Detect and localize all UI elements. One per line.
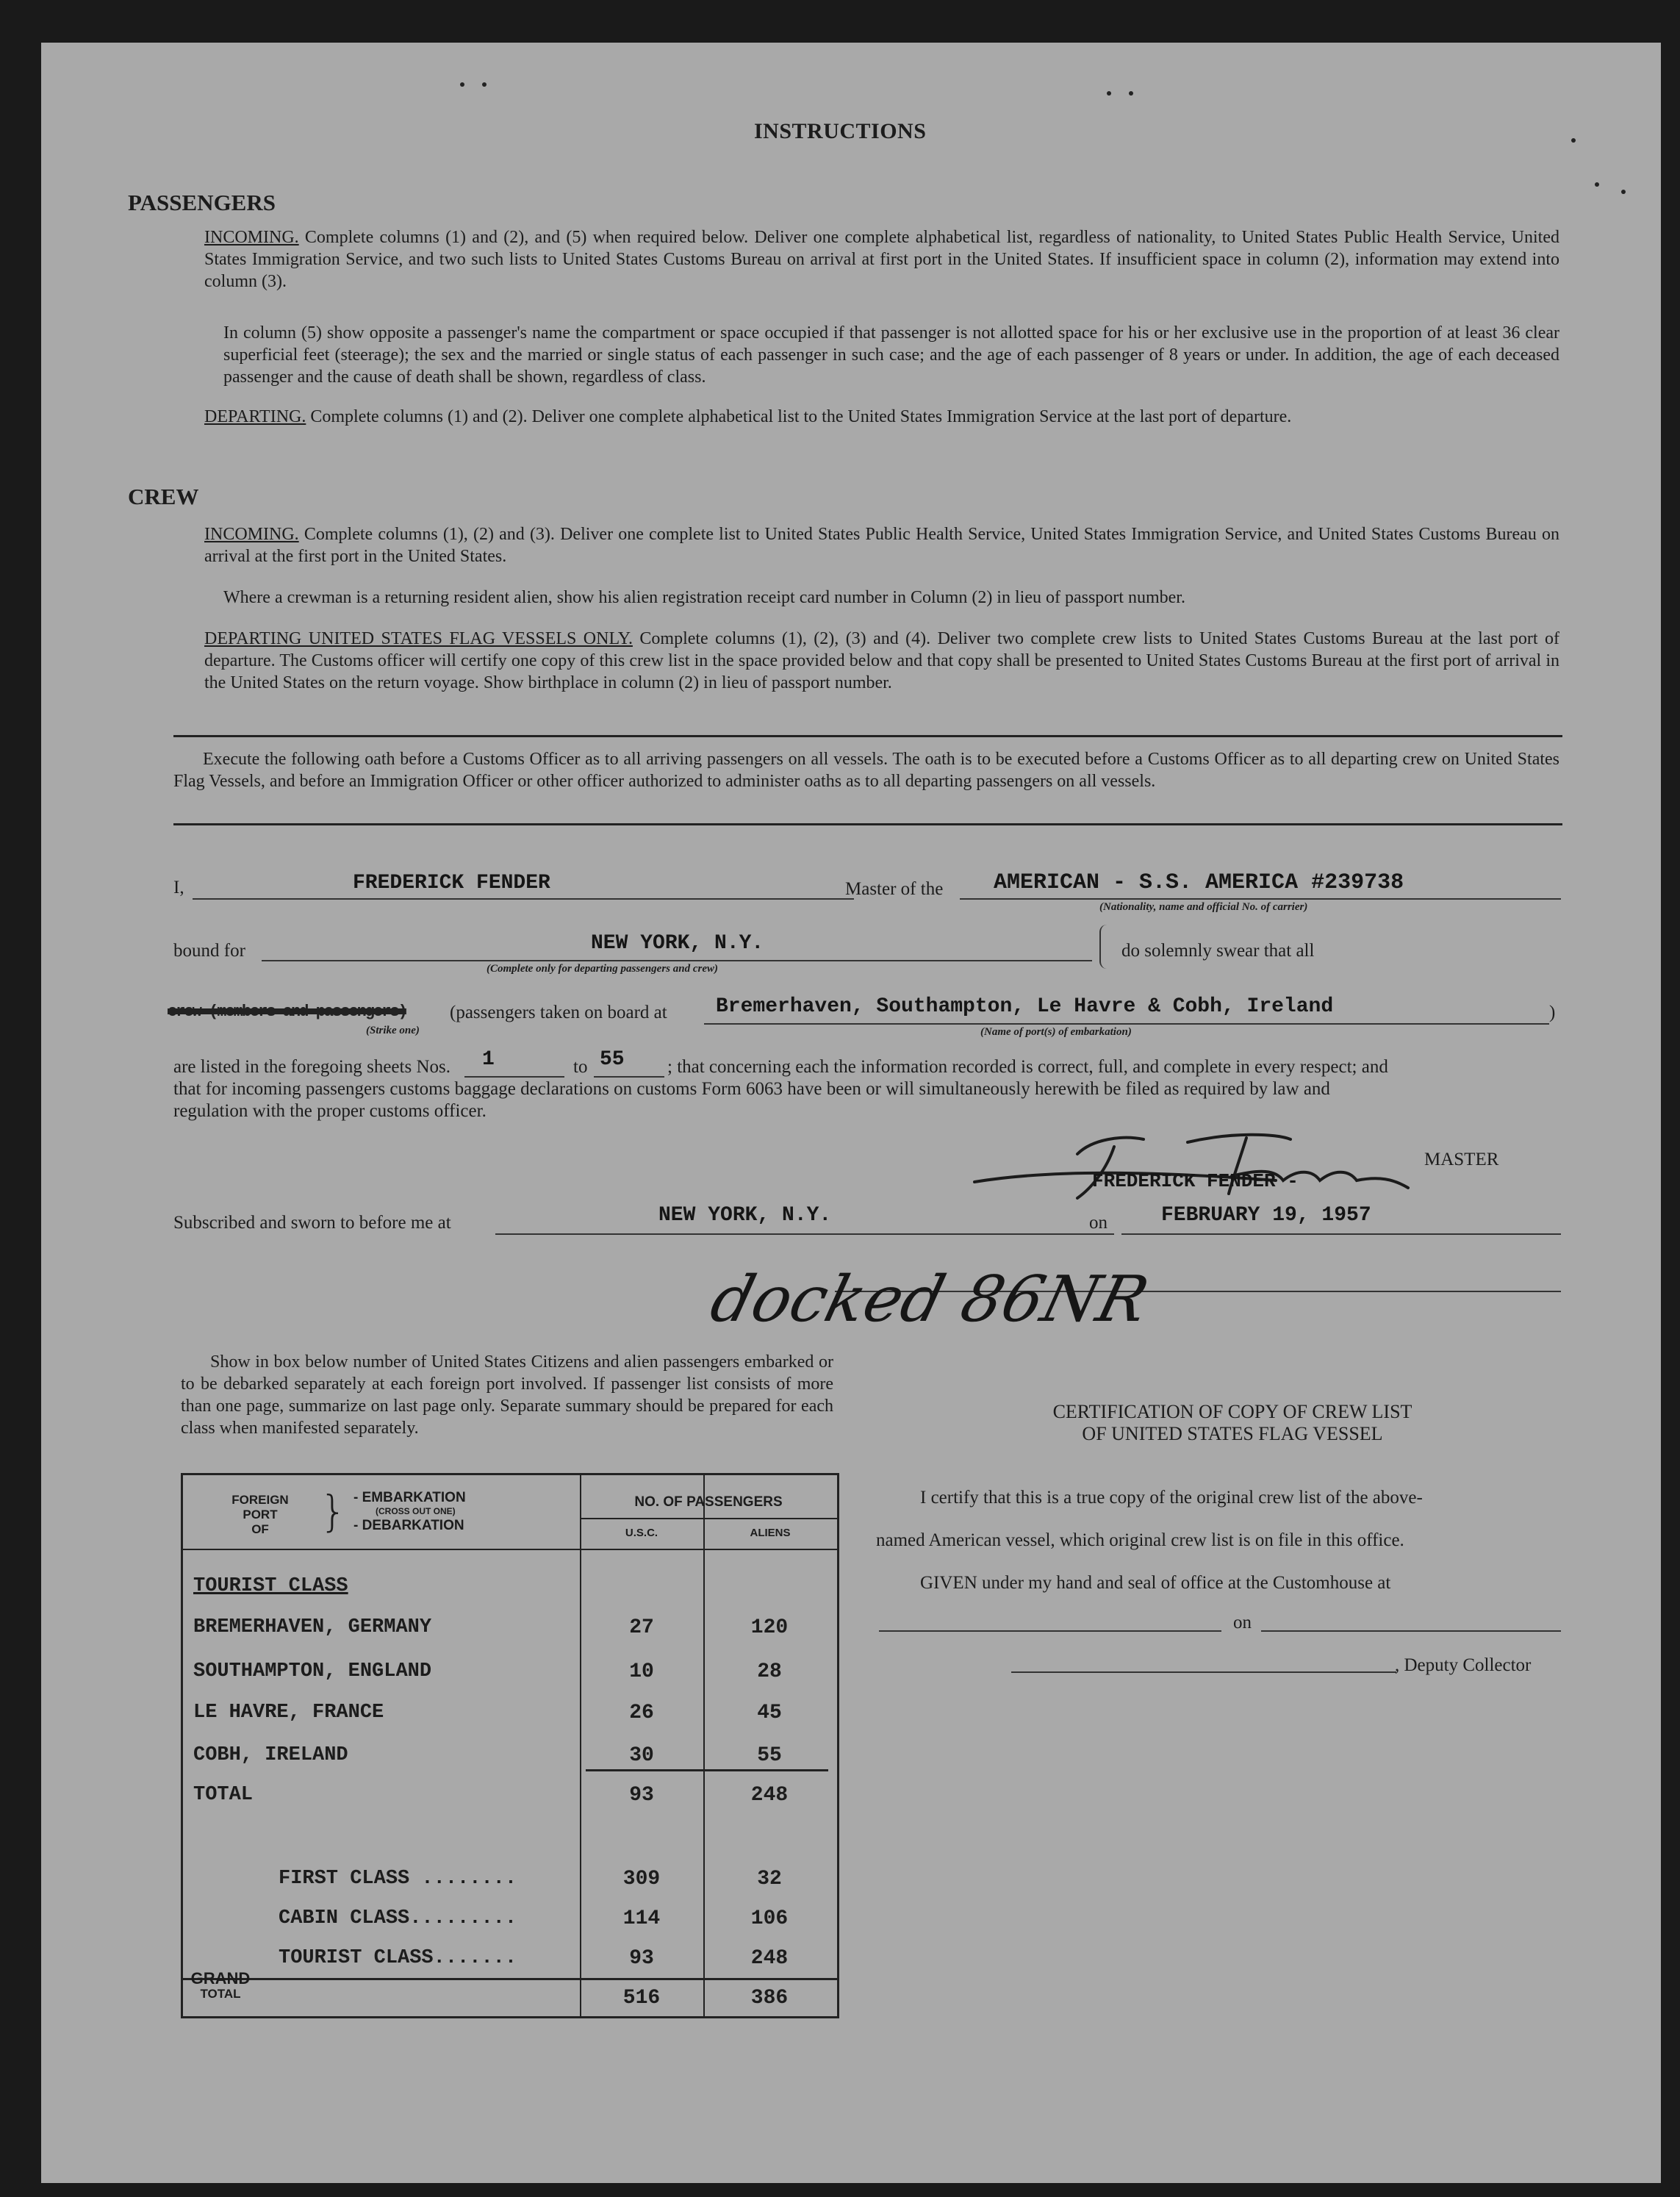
page-title: INSTRUCTIONS (754, 119, 927, 143)
speck (1129, 91, 1133, 96)
crew-resident-paragraph: Where a crewman is a returning resident alien, show his alien registration receipt card number in Column (2) in lieu of passport number. (223, 588, 1185, 607)
master-label: MASTER (1424, 1150, 1499, 1169)
class-row-name: TOURIST CLASS....... (279, 1947, 517, 1969)
document-page (41, 43, 1661, 2183)
signed-name: FREDERICK FENDER - (1092, 1170, 1299, 1192)
crew-heading: CREW (128, 484, 199, 509)
deputy-collector-label: , Deputy Collector (1395, 1655, 1532, 1675)
port-row-usc: 10 (629, 1660, 654, 1683)
class-row-name: FIRST CLASS ........ (279, 1868, 517, 1890)
embarkation-ports: Bremerhaven, Southampton, Le Havre & Cobh, Ireland (716, 995, 1334, 1018)
passengers-heading: PASSENGERS (128, 190, 276, 215)
port-word: PORT (243, 1508, 278, 1522)
crew-departing-paragraph (204, 628, 1559, 694)
total-row-aliens: 248 (750, 1784, 789, 1807)
close-paren: ) (1549, 1003, 1556, 1022)
master-name: FREDERICK FENDER (353, 872, 550, 895)
aliens-header: ALIENS (750, 1527, 791, 1539)
vessel-name: AMERICAN - S.S. AMERICA #239738 (994, 870, 1404, 895)
certification-on-label: on (1233, 1613, 1252, 1632)
foreign-word: FOREIGN (231, 1493, 289, 1507)
class-row-usc: 93 (629, 1947, 654, 1970)
struck-crew-text: crew (members and passengers) (168, 1003, 406, 1021)
certification-line-1: I certify that this is a true copy of the original crew list of the above- (920, 1488, 1423, 1508)
sheet-from-line (464, 1076, 564, 1078)
certification-line-2: named American vessel, which original crew list is on file in this office. (876, 1530, 1404, 1550)
class-row-usc: 114 (622, 1907, 661, 1930)
header-divider (183, 1549, 837, 1550)
crew-departing-lead: DEPARTING UNITED STATES FLAG VESSELS ONLY. (204, 629, 633, 648)
certification-title-line-2: OF UNITED STATES FLAG VESSEL (1082, 1423, 1383, 1444)
speck (460, 82, 464, 87)
class-row-aliens: 106 (750, 1907, 789, 1930)
port-row-aliens: 28 (757, 1660, 782, 1683)
crew-incoming-lead: INCOMING. (204, 525, 299, 544)
passengers-departing-text: Complete columns (1) and (2). Deliver one complete alphabetical list to the United States Immigration Service at the last port of departure. (310, 407, 1292, 426)
bound-for-line (262, 960, 1092, 961)
bound-for-label: bound for (173, 941, 245, 961)
deputy-collector-line (1011, 1671, 1396, 1673)
subscribed-label: Subscribed and sworn to before me at (173, 1213, 451, 1233)
crew-departing-text: Complete columns (1), (2), (3) and (4). Deliver two complete crew lists to United States Customs Bureau at the last port of departure. The Customs officer will certify one copy of this crew list in the space provided below and that copy shall be presented to United States Customs Bureau at the first port of arrival in the United States on the return voyage. Show birthplace in column (2) in lieu of passport number. (204, 629, 1560, 692)
speck (1107, 91, 1111, 96)
class-row-usc: 309 (622, 1868, 661, 1890)
certification-title (905, 1401, 1559, 1445)
certification-title-line-1: CERTIFICATION OF COPY OF CREW LIST (1052, 1401, 1412, 1422)
total-row-name: TOTAL (193, 1784, 254, 1806)
to-label: to (573, 1057, 588, 1077)
listed-suffix: ; that concerning each the information recorded is correct, full, and complete in every respect; and (667, 1057, 1388, 1077)
passengers-departing-lead: DEPARTING. (204, 407, 306, 426)
ports-line (704, 1023, 1549, 1025)
master-signature (967, 1117, 1437, 1205)
ports-caption: (Name of port(s) of embarkation) (980, 1026, 1132, 1038)
class-row-aliens: 248 (750, 1947, 789, 1970)
speck (1571, 138, 1576, 143)
vessel-line (960, 898, 1561, 900)
port-row-name: SOUTHAMPTON, ENGLAND (193, 1660, 432, 1682)
foreign-port-header (220, 1493, 301, 1537)
sheet-to-line (594, 1076, 664, 1078)
header-subdivider (580, 1518, 837, 1519)
passengers-incoming-text: Complete columns (1) and (2), and (5) when required below. Deliver one complete alphabetical list, regardless of nationality, to United States Public Health Service, United States Immigration Service, and two such lists to United States Customs Bureau on arrival at first port in the United States. If insufficient space in column (2), information may extend into column (3). (204, 228, 1559, 291)
col-divider-2 (703, 1475, 705, 2016)
strike-caption: (Strike one) (366, 1025, 420, 1036)
passenger-summary-table (181, 1473, 839, 2018)
sheet-to: 55 (600, 1048, 625, 1071)
class-row-name: CABIN CLASS......... (279, 1907, 517, 1929)
taken-on-board-label: (passengers taken on board at (450, 1003, 667, 1022)
class-row-aliens: 32 (757, 1868, 782, 1890)
total-label: TOTAL (200, 1987, 241, 2001)
port-row-usc: 27 (629, 1616, 654, 1639)
usc-header: U.S.C. (625, 1527, 658, 1539)
oath-divider (173, 823, 1562, 825)
debarkation-header: - DEBARKATION (353, 1518, 464, 1533)
brace-mark (1099, 925, 1111, 969)
sheet-from: 1 (482, 1048, 495, 1071)
total-underline (586, 1769, 828, 1771)
vessel-caption: (Nationality, name and official No. of carrier) (1099, 901, 1308, 913)
no-of-passengers-header: NO. OF PASSENGERS (634, 1494, 783, 1510)
sworn-date: FEBRUARY 19, 1957 (1161, 1204, 1371, 1227)
port-row-usc: 30 (629, 1744, 654, 1767)
embarkation-header: - EMBARKATION (353, 1490, 466, 1505)
port-row-usc: 26 (629, 1702, 654, 1724)
section-divider (173, 735, 1562, 737)
sworn-date-line (1121, 1233, 1561, 1235)
crew-incoming-paragraph (204, 523, 1559, 567)
master-of-label: Master of the (845, 879, 944, 899)
port-row-name: BREMERHAVEN, GERMANY (193, 1616, 432, 1638)
swear-text: do solemnly swear that all (1121, 941, 1315, 961)
summary-instructions: Show in box below number of United States Citizens and alien passengers embarked or to be debarked separately at each foreign port involved. If passenger list consists of more than one page, summarize on last page only. Separate summary should be prepared for each class when manifested separately. (181, 1352, 833, 1438)
port-row-aliens: 55 (757, 1744, 782, 1767)
certification-date-line (1261, 1630, 1561, 1632)
grand-total-divider (183, 1978, 837, 1980)
handwritten-docked-note: docked 86NR (703, 1263, 1156, 1336)
grand-total-usc: 516 (622, 1987, 661, 2010)
i-label: I, (173, 878, 184, 897)
grand-total-aliens: 386 (750, 1987, 789, 2010)
bound-for-value: NEW YORK, N.Y. (591, 932, 764, 955)
speck (1595, 182, 1599, 187)
certification-line-3: GIVEN under my hand and seal of office at the Customhouse at (920, 1573, 1391, 1593)
cross-out-header: (CROSS OUT ONE) (376, 1506, 456, 1516)
listed-line-3: regulation with the proper customs officer. (173, 1101, 487, 1121)
port-row-name: COBH, IRELAND (193, 1744, 348, 1766)
passengers-incoming-lead: INCOMING. (204, 228, 299, 247)
port-row-aliens: 120 (750, 1616, 789, 1639)
passengers-incoming-paragraph (204, 226, 1559, 293)
tourist-class-heading: TOURIST CLASS (193, 1575, 348, 1597)
on-label: on (1089, 1213, 1108, 1233)
passengers-departing-paragraph (204, 406, 1559, 428)
listed-line-2: that for incoming passengers customs baggage declarations on customs Form 6063 have been or will simultaneously herewith be filed as required by law and (173, 1079, 1330, 1099)
sworn-at-line (495, 1233, 1114, 1235)
sworn-at-value: NEW YORK, N.Y. (658, 1204, 832, 1227)
listed-prefix: are listed in the foregoing sheets Nos. (173, 1057, 450, 1077)
grand-label: GRAND (190, 1969, 251, 1988)
oath-intro-paragraph: Execute the following oath before a Customs Officer as to all arriving passengers on all vessels. The oath is to be executed before a Customs Officer as to all departing crew on United States Flag Vessels, and before an Immigration Officer or other officer authorized to administer oaths as to all departing passengers on all vessels. (173, 750, 1559, 791)
speck (482, 82, 487, 87)
port-row-name: LE HAVRE, FRANCE (193, 1702, 384, 1724)
master-name-line (193, 898, 854, 900)
of-word: OF (251, 1522, 269, 1536)
header-brace-top: } (320, 1486, 347, 1536)
passengers-column5-paragraph: In column (5) show opposite a passenger's name the compartment or space occupied if that passenger is not allotted space for his or her exclusive use in the proportion of at least 36 clear superficial feet (steerage); the sex and the married or single status of each passenger in such case; and the age of each passenger of 8 years or under. In addition, the age of each deceased passenger and the cause of death shall be shown, regardless of class. (223, 323, 1559, 387)
bound-for-caption: (Complete only for departing passengers and crew) (487, 963, 718, 975)
crew-incoming-text: Complete columns (1), (2) and (3). Deliver one complete list to United States Public Health Service, United States Immigration Service, and United States Customs Bureau on arrival at the first port in the United States. (204, 525, 1560, 566)
speck (1621, 190, 1626, 194)
total-row-usc: 93 (629, 1784, 654, 1807)
customhouse-line (879, 1630, 1221, 1632)
col-divider-1 (580, 1475, 581, 2016)
port-row-aliens: 45 (757, 1702, 782, 1724)
